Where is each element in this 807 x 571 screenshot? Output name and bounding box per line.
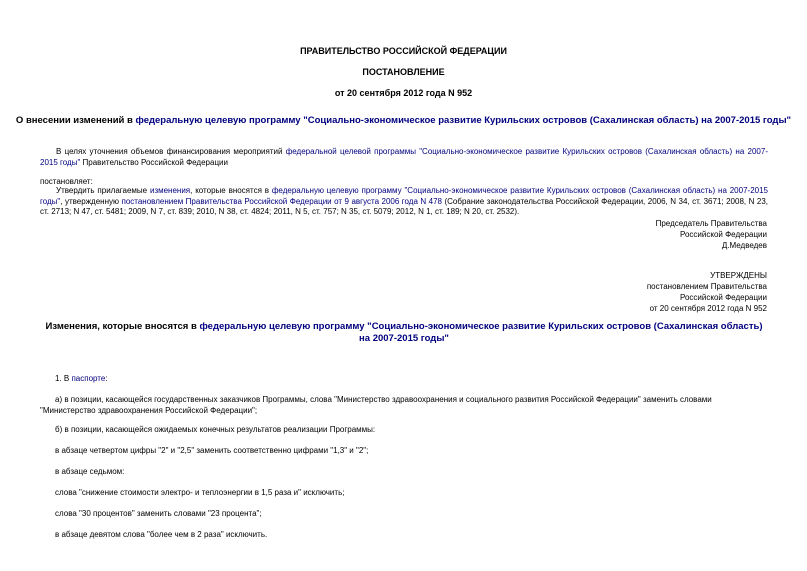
item-b-1: в абзаце четвертом цифры "2" и "2,5" заменить соответственно цифрами "1,3" и "2"; (55, 446, 369, 455)
changes-title-prefix: Изменения, которые вносятся в (45, 321, 200, 332)
approved-line-1: УТВЕРЖДЕНЫ (710, 271, 767, 280)
document-title (0, 115, 807, 126)
item-b: б) в позиции, касающейся ожидаемых конечных результатов реализации Программы: (55, 425, 376, 434)
title-program-link[interactable]: федеральную целевую программу "Социально-экономическое развитие Курильских островов (Сахалинская область) на 2007-2015 годы" (135, 115, 792, 126)
approve-text-4: (Собрание законодательства Российской Федерации, 2006, N 34, ст. 3671; 2008, N 23, ст. 2713; N 47, ст. 5481; 2009, N 7, ст. 839; 2010, N 38, ст. 4824; 2011, N 5, ст. 757; N 35, ст. 5079; 2012, N 1, ст. 189; N 20, ст. 2532). (40, 196, 768, 216)
intro-text-end: Правительство Российской Федерации (80, 158, 228, 167)
approve-text-3: , утвержденную (60, 196, 122, 206)
intro-program-link[interactable]: федеральной целевой программы "Социально-экономическое развитие Курильских островов (Сахалинская область) на 2007-2015 годы" (40, 147, 768, 167)
changes-title-program-link[interactable]: федеральную целевую программу "Социально-экономическое развитие Курильских островов (Сахалинская область) на 2007-2015 годы" (199, 321, 763, 344)
approve-program-link[interactable]: федеральную целевую программу "Социально-экономическое развитие Курильских островов (Сахалинская область) на 2007-2015 годы" (40, 186, 768, 206)
item-b-5: в абзаце девятом слова "более чем в 2 раза" исключить. (55, 530, 268, 539)
passport-link[interactable]: паспорте (71, 374, 106, 383)
item-b-4: слова "30 процентов" заменить словами "23 процента"; (55, 509, 262, 518)
item-a: а) в позиции, касающейся государственных заказчиков Программы, слова "Министерство здравоохранения и социального развития Российской Федерации" заменить словами "Министерство здравоохранения Российской Федерации"; (40, 395, 712, 415)
approve-text-2: , которые вносятся в (190, 186, 272, 195)
approved-line-2: постановлением Правительства (646, 282, 767, 291)
item-1-prefix: 1. В (55, 374, 72, 383)
signature-line-3: Д.Медведев (721, 241, 767, 250)
government-heading: ПРАВИТЕЛЬСТВО РОССИЙСКОЙ ФЕДЕРАЦИИ (300, 46, 507, 56)
item-b-3: слова "снижение стоимости электро- и теплоэнергии в 1,5 раза и" исключить; (55, 488, 345, 497)
approve-text-1: Утвердить прилагаемые (56, 186, 150, 195)
approved-block (467, 270, 767, 314)
doc-type-heading: ПОСТАНОВЛЕНИЕ (362, 67, 445, 77)
resolution-478-link[interactable]: постановлением Правительства Российской Федерации от 9 августа 2006 года N 478 (121, 196, 442, 206)
resolves-label: постановляет: (40, 177, 93, 186)
item-1 (55, 373, 768, 384)
approved-line-4: от 20 сентября 2012 года N 952 (649, 304, 767, 313)
approve-paragraph (40, 186, 768, 218)
item-b-2: в абзаце седьмом: (55, 467, 125, 476)
changes-title (40, 321, 768, 345)
signature-block (467, 218, 767, 251)
signature-line-2: Российской Федерации (680, 230, 767, 239)
item-1-suffix: : (105, 374, 108, 383)
intro-paragraph (40, 146, 768, 168)
title-prefix: О внесении изменений в (15, 115, 136, 126)
intro-text: В целях уточнения объемов финансирования мероприятий (56, 147, 286, 156)
changes-link[interactable]: изменения (149, 186, 191, 195)
signature-line-1: Председатель Правительства (655, 219, 767, 228)
date-number-heading: от 20 сентября 2012 года N 952 (334, 88, 473, 98)
approved-line-3: Российской Федерации (680, 293, 767, 302)
